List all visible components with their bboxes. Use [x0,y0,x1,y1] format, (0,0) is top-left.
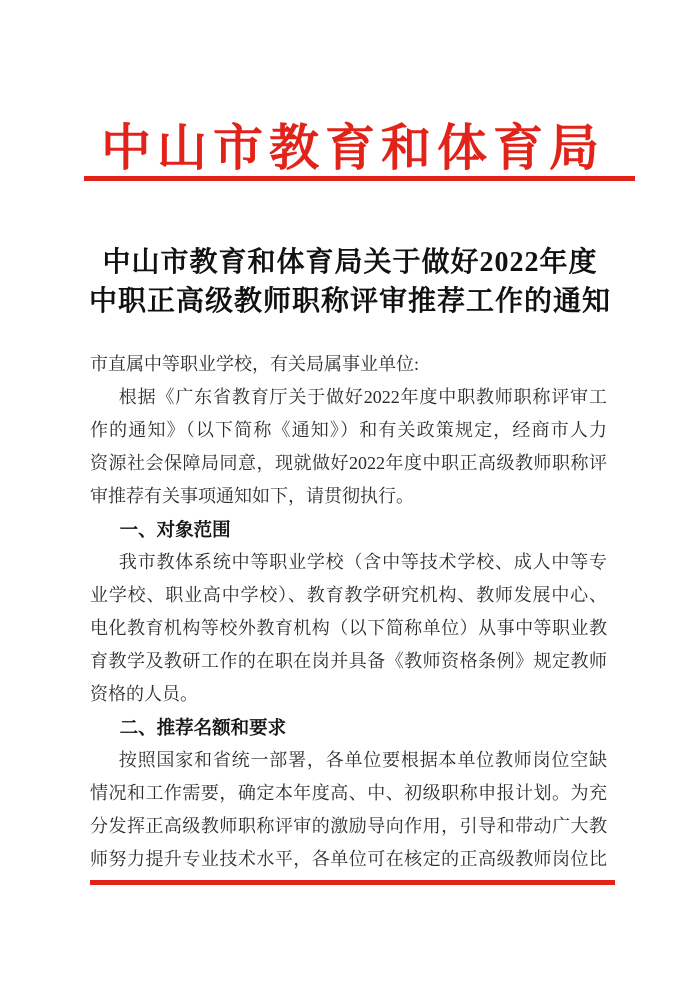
letterhead-org-name: 中山市教育和体育局 [101,120,605,176]
document-body [90,348,607,876]
body-line: 我市教体系统中等职业学校（含中等技术学校、成人中等专 [118,552,607,572]
page-bottom-rule [90,880,615,885]
body-line: 审推荐有关事项通知如下，请贯彻执行。 [90,486,414,506]
body-line: 按照国家和省统一部署，各单位要根据本单位教师岗位空缺 [118,750,607,770]
body-line: 情况和工作需要，确定本年度高、中、初级职称申报计划。为充 [90,783,607,803]
body-line: 根据《广东省教育厅关于做好2022年度中职教师职称评审工 [118,387,607,407]
body-line: 资格的人员。 [90,684,198,704]
document-title-line-2: 中职正高级教师职称评审推荐工作的通知 [88,286,611,317]
letterhead-divider-rule [84,176,635,181]
body-line: 资源社会保障局同意，现就做好2022年度中职正高级教师职称评 [90,453,607,473]
body-line: 业学校、职业高中学校）、教育教学研究机构、教师发展中心、 [90,585,607,605]
section-heading: 二、推荐名额和要求 [119,717,287,738]
body-line: 育教学及教研工作的在职在岗并具备《教师资格条例》规定教师 [90,651,607,671]
body-line: 分发挥正高级教师职称评审的激励导向作用，引导和带动广大教 [90,816,607,836]
body-line: 作的通知》（以下简称《通知》）和有关政策规定，经商市人力 [90,420,607,440]
document-title [0,243,700,321]
section-heading: 一、对象范围 [119,519,231,540]
document-title-line-1: 中山市教育和体育局关于做好2022年度 [102,247,598,278]
body-line: 师努力提升专业技术水平，各单位可在核定的正高级教师岗位比 [90,849,607,869]
salutation-line: 市直属中等职业学校，有关局属事业单位: [90,354,419,374]
body-line: 电化教育机构等校外教育机构（以下简称单位）从事中等职业教 [90,618,607,638]
